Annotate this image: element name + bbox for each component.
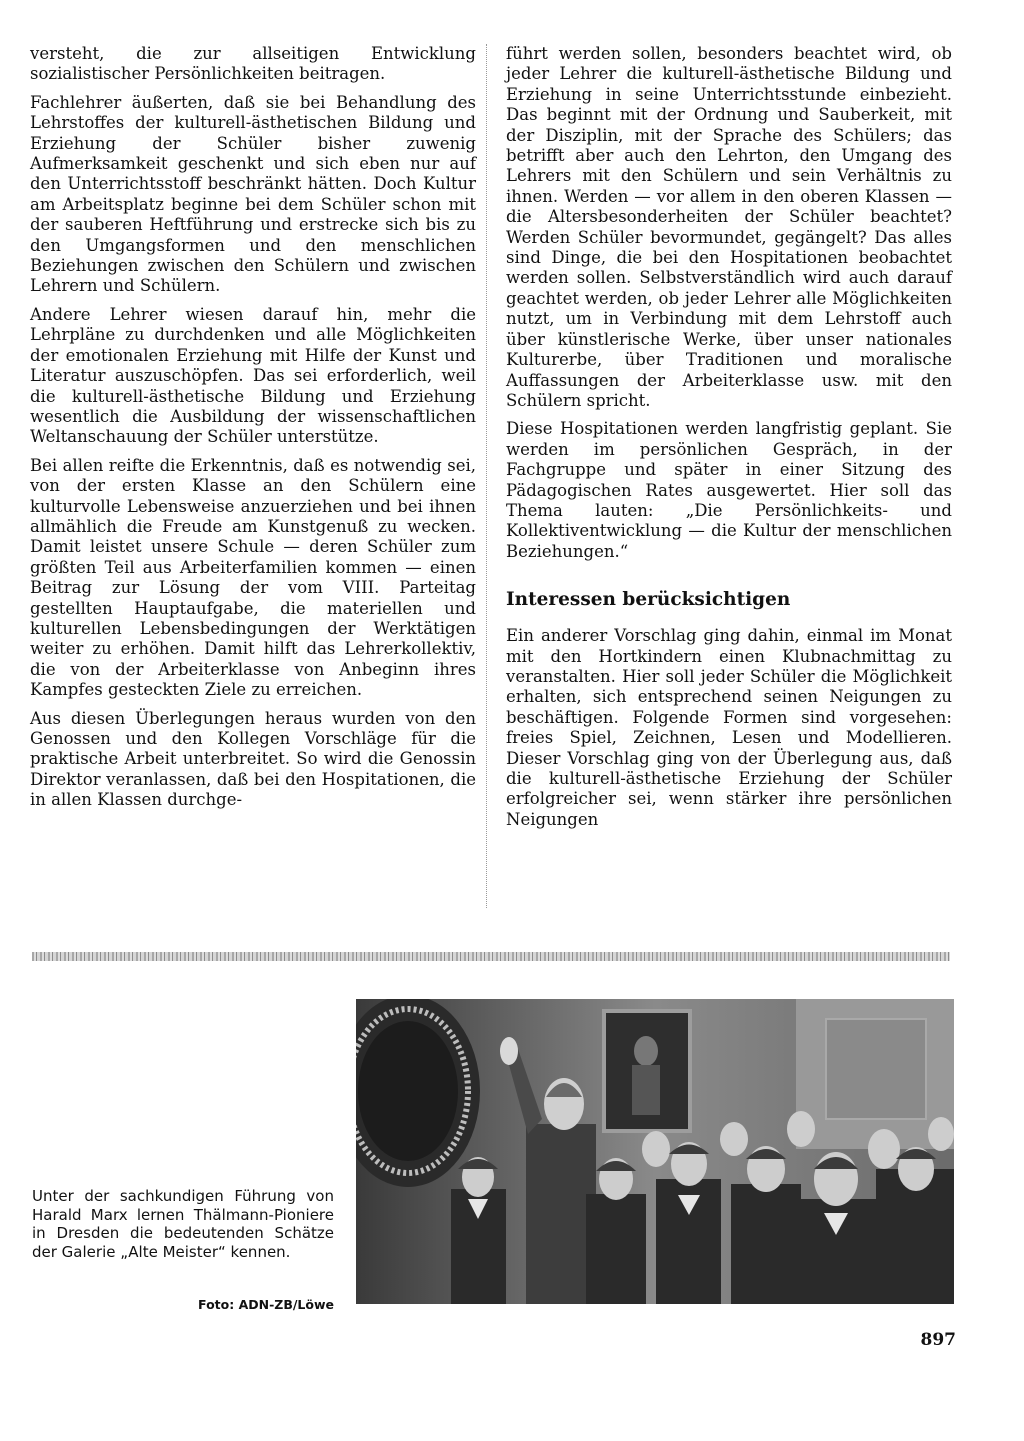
paragraph: Fachlehrer äußerten, daß sie bei Behandlung des Lehrstoffes der kulturell-ästhetischen Bildung und Erziehung der Schüler bisher zuwenig Aufmerksamkeit geschenkt und sich eben nur auf den Unterrichtsstoff beschränkt hätten. Doch Kultur am Arbeitsplatz beginne bei dem Schüler schon mit der sauberen Heftführung und erstrecke sich bis zu den Umgangsformen und den menschlichen Beziehungen zwischen den Schülern und zwischen Lehrern und Schülern. bbox=[30, 92, 476, 296]
paragraph: führt werden sollen, besonders beachtet wird, ob jeder Lehrer die kulturell-ästhetische Bildung und Erziehung in seine Unterrichtsstunde einbezieht. Das beginnt mit der Ordnung und Sauberkeit, mit der Disziplin, mit der Sprache des Schülers; das betrifft aber auch den Lehrton, den Umgang des Lehrers mit den Schülern und sein Verhältnis zu ihnen. Werden — vor allem in den oberen Klassen — die Altersbesonderheiten der Schüler beachtet? Werden Schüler bevormundet, gegängelt? Das alles sind Dinge, die bei den Hospitationen beobachtet werden sollen. Selbstverständlich wird auch darauf geachtet werden, ob jeder Lehrer alle Möglichkeiten nutzt, um in Verbindung mit dem Lehrstoff auch über künstlerische Werke, über unser nationales Kulturerbe, über Traditionen und moralische Auffassungen der Arbeiterklasse usw. mit den Schülern spricht. bbox=[506, 44, 952, 410]
left-column bbox=[30, 44, 476, 819]
paragraph: Andere Lehrer wiesen darauf hin, mehr die Lehrpläne zu durchdenken und alle Möglichkeiten der emotionalen Erziehung mit Hilfe der Kunst und Literatur auszuschöpfen. Das sei erforderlich, weil die kulturell-ästhetische Bildung und Erziehung wesentlich die Ausbildung der wissenschaftlichen Weltanschauung der Schüler unterstütze. bbox=[30, 304, 476, 447]
section-heading: Interessen berücksichtigen bbox=[506, 589, 791, 611]
section-rule bbox=[32, 952, 950, 961]
paragraph: versteht, die zur allseitigen Entwicklung sozialistischer Persönlichkeiten beitragen. bbox=[30, 44, 476, 84]
paragraph: Ein anderer Vorschlag ging dahin, einmal im Monat mit den Hortkindern einen Klubnachmittag zu veranstalten. Hier soll jeder Schüler die Möglichkeit erhalten, sich entsprechend seinen Neigungen zu beschäftigen. Folgende Formen sind vorgesehen: freies Spiel, Zeichnen, Lesen und Modellieren. Dieser Vorschlag ging von der Überlegung aus, daß die kulturell-ästhetische Erziehung der Schüler erfolgreicher sei, wenn stärker ihre persönlichen Neigungen bbox=[506, 626, 952, 829]
photo-illustration bbox=[356, 999, 954, 1304]
photo-caption: Unter der sachkundigen Führung von Harald Marx lernen Thälmann-Pioniere in Dresden die bedeutenden Schätze der Galerie „Alte Meister“ kennen. bbox=[32, 1187, 334, 1261]
gallery-photo bbox=[356, 999, 954, 1304]
page-number: 897 bbox=[920, 1330, 956, 1350]
paragraph: Diese Hospitationen werden langfristig geplant. Sie werden im persönlichen Gespräch, in der Fachgruppe und später in einer Sitzung des Pädagogischen Rates ausgewertet. Hier soll das Thema lauten: „Die Persönlichkeits- und Kollektiventwicklung — die Kultur der menschlichen Beziehungen.“ bbox=[506, 419, 952, 561]
photo-credit: Foto: ADN-ZB/Löwe bbox=[198, 1297, 334, 1312]
column-divider bbox=[486, 44, 487, 908]
paragraph: Aus diesen Überlegungen heraus wurden von den Genossen und den Kollegen Vorschläge für die praktische Arbeit unterbreitet. So wird die Genossin Direktor veranlassen, daß bei den Hospitationen, die in allen Klassen durchge- bbox=[30, 708, 476, 810]
right-column bbox=[506, 44, 952, 838]
paragraph: Bei allen reifte die Erkenntnis, daß es notwendig sei, von der ersten Klasse an den Schülern eine kulturvolle Lebensweise anzuerziehen und bei ihnen allmählich die Freude am Kunstgenuß zu wecken. Damit leistet unsere Schule — deren Schüler zum größten Teil aus Arbeiterfamilien kommen — einen Beitrag zur Lösung der vom VIII. Parteitag gestellten Hauptaufgabe, die materiellen und kulturellen Lebensbedingungen der Werktätigen weiter zu erhöhen. Damit hilft das Lehrerkollektiv, die von der Arbeiterklasse von Anbeginn ihres Kampfes gesteckten Ziele zu erreichen. bbox=[30, 455, 476, 700]
